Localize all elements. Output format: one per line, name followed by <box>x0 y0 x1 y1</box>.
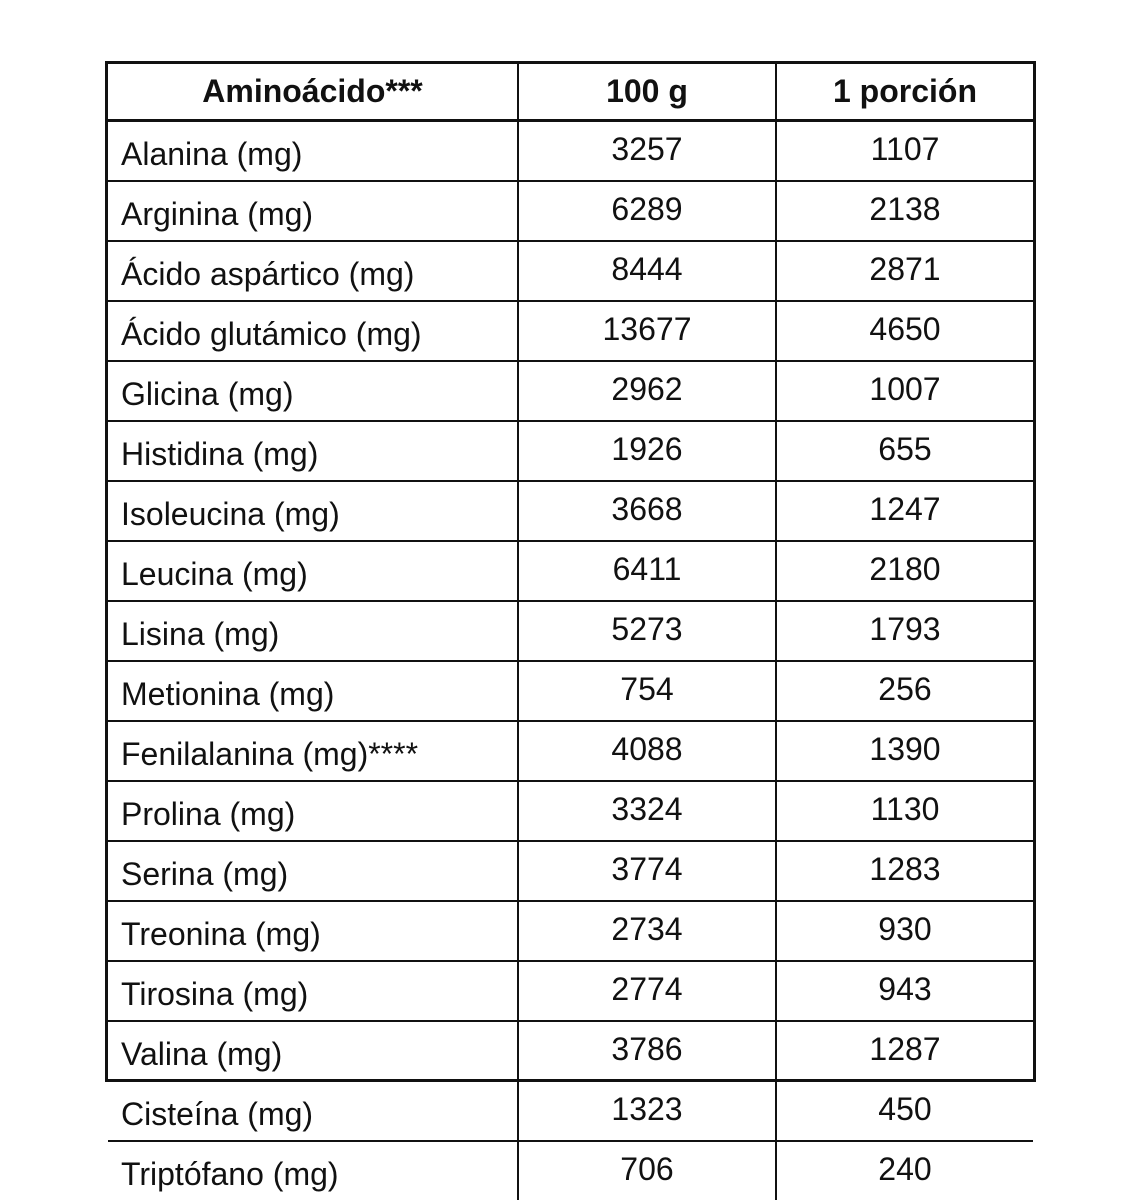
value-100g-cell: 3257 <box>518 121 776 182</box>
value-portion-cell: 1107 <box>776 121 1033 182</box>
value-100g-cell: 3324 <box>518 781 776 841</box>
value-portion-cell: 4650 <box>776 301 1033 361</box>
value-portion-cell: 1247 <box>776 481 1033 541</box>
value-portion-cell: 2871 <box>776 241 1033 301</box>
value-portion-cell: 2138 <box>776 181 1033 241</box>
value-100g-cell: 2962 <box>518 361 776 421</box>
value-100g-cell: 754 <box>518 661 776 721</box>
table-row <box>108 961 1033 1021</box>
value-portion-cell: 1130 <box>776 781 1033 841</box>
aminoacid-name-cell: Fenilalanina (mg)**** <box>108 721 518 781</box>
value-100g-cell: 1323 <box>518 1081 776 1141</box>
table-row <box>108 181 1033 241</box>
value-portion-cell: 1007 <box>776 361 1033 421</box>
aminoacid-name-cell: Treonina (mg) <box>108 901 518 961</box>
aminoacid-name-cell: Arginina (mg) <box>108 181 518 241</box>
value-100g-cell: 8444 <box>518 241 776 301</box>
header-per-100g: 100 g <box>518 64 776 121</box>
value-100g-cell: 4088 <box>518 721 776 781</box>
aminoacid-name-cell: Lisina (mg) <box>108 601 518 661</box>
table-row <box>108 1141 1033 1200</box>
value-100g-cell: 3668 <box>518 481 776 541</box>
value-100g-cell: 3774 <box>518 841 776 901</box>
table-row <box>108 541 1033 601</box>
aminoacid-name-cell: Triptófano (mg) <box>108 1141 518 1200</box>
header-aminoacid: Aminoácido*** <box>108 64 518 121</box>
value-portion-cell: 1390 <box>776 721 1033 781</box>
value-portion-cell: 1287 <box>776 1021 1033 1081</box>
aminoacid-name-cell: Histidina (mg) <box>108 421 518 481</box>
value-portion-cell: 256 <box>776 661 1033 721</box>
table-row <box>108 781 1033 841</box>
value-100g-cell: 13677 <box>518 301 776 361</box>
table-row <box>108 301 1033 361</box>
table-row <box>108 601 1033 661</box>
value-portion-cell: 1793 <box>776 601 1033 661</box>
value-portion-cell: 240 <box>776 1141 1033 1200</box>
aminoacid-table-frame <box>105 61 1036 1082</box>
table-row <box>108 841 1033 901</box>
table-row <box>108 361 1033 421</box>
value-100g-cell: 3786 <box>518 1021 776 1081</box>
aminoacid-name-cell: Isoleucina (mg) <box>108 481 518 541</box>
header-row <box>108 64 1033 121</box>
table-row <box>108 901 1033 961</box>
table-row <box>108 1021 1033 1081</box>
aminoacid-name-cell: Metionina (mg) <box>108 661 518 721</box>
value-100g-cell: 2774 <box>518 961 776 1021</box>
value-portion-cell: 450 <box>776 1081 1033 1141</box>
aminoacid-name-cell: Ácido aspártico (mg) <box>108 241 518 301</box>
aminoacid-name-cell: Tirosina (mg) <box>108 961 518 1021</box>
table-row <box>108 241 1033 301</box>
aminoacid-name-cell: Cisteína (mg) <box>108 1081 518 1141</box>
header-per-portion: 1 porción <box>776 64 1033 121</box>
value-portion-cell: 655 <box>776 421 1033 481</box>
table-row <box>108 421 1033 481</box>
value-100g-cell: 5273 <box>518 601 776 661</box>
value-portion-cell: 930 <box>776 901 1033 961</box>
aminoacid-name-cell: Ácido glutámico (mg) <box>108 301 518 361</box>
aminoacid-name-cell: Serina (mg) <box>108 841 518 901</box>
table-row <box>108 481 1033 541</box>
aminoacid-name-cell: Prolina (mg) <box>108 781 518 841</box>
value-portion-cell: 2180 <box>776 541 1033 601</box>
aminoacid-name-cell: Glicina (mg) <box>108 361 518 421</box>
table-body <box>108 121 1033 1200</box>
table-row <box>108 721 1033 781</box>
aminoacid-name-cell: Alanina (mg) <box>108 121 518 182</box>
value-portion-cell: 1283 <box>776 841 1033 901</box>
value-100g-cell: 6289 <box>518 181 776 241</box>
table-row <box>108 661 1033 721</box>
aminoacid-name-cell: Leucina (mg) <box>108 541 518 601</box>
value-100g-cell: 6411 <box>518 541 776 601</box>
table-row <box>108 121 1033 182</box>
value-100g-cell: 1926 <box>518 421 776 481</box>
table-header <box>108 64 1033 121</box>
value-100g-cell: 706 <box>518 1141 776 1200</box>
aminoacid-name-cell: Valina (mg) <box>108 1021 518 1081</box>
value-100g-cell: 2734 <box>518 901 776 961</box>
aminoacid-table <box>108 64 1033 1200</box>
value-portion-cell: 943 <box>776 961 1033 1021</box>
table-row <box>108 1081 1033 1141</box>
